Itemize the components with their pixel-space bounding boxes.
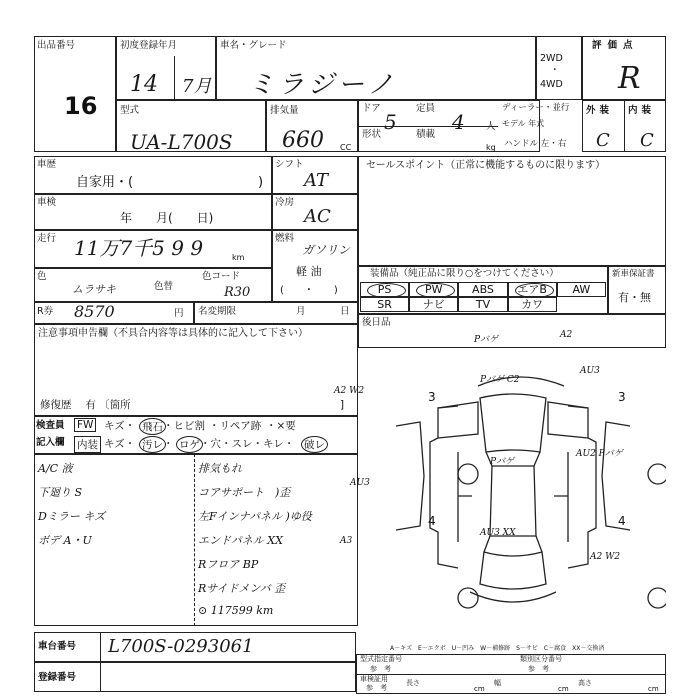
inspector-token: ・ヒビ割 [163,420,205,432]
diagram-mark: A2 [560,330,573,340]
diagram-mark: Pバゲ [490,457,515,467]
history-label: 車歴 [37,159,57,170]
inspector-token: FW [74,418,96,432]
wheel-front-left [458,464,478,484]
entry-label: 記入欄 [36,437,65,448]
dealer-label: ディーラー・並行 [502,103,570,113]
inspector-token: 破レ [301,436,328,453]
equipment-item: TV [458,297,507,312]
roof-outline [490,466,536,536]
interior-label: 内装 [628,105,656,116]
repair-close: ] [340,399,345,411]
inspector-token: ・リペア跡 [209,420,262,432]
ac-label: 冷房 [275,197,295,208]
diagram-mark: AU3 [350,478,370,488]
color-code-label: 色コード [202,271,241,282]
width-label: 幅 [494,679,501,687]
mileage-label: 走行 [37,233,57,244]
diagram-mark: Pバゲ C2 [480,375,520,385]
remark-line: エンドパネル XX [198,534,283,547]
cert-label: 車検証用 [360,675,388,683]
equipment-item: PS [360,282,409,297]
wheel-number: 4 [428,514,436,528]
warranty-label: 新車保証書 [612,269,655,279]
color-value: ムラサキ [72,283,116,296]
wd2-label: 2WD [540,53,563,64]
cert-hline [356,674,666,675]
km-unit: km [232,253,245,262]
inspector-token: ・×要 [266,420,296,432]
right-body-outline [568,406,596,568]
chassis-divider [100,632,101,662]
remarks-divider [194,454,195,626]
equipment-item: ナビ [409,297,458,312]
diagram-mark: A3 [340,536,353,546]
remark-line: Dミラー キズ [38,510,106,523]
inspector-token: 汚レ [139,436,166,453]
rear-hatch-outline [480,552,546,589]
shift-value: AT [304,170,329,191]
nc-day: 日 [340,306,350,317]
reg-cell [34,662,356,692]
diagram-mark: AU2 Pバゲ [576,449,623,459]
equipment-circle [367,283,406,298]
recycle-value: 8570 [74,302,115,321]
remark-line: A/C 液 [38,462,73,475]
model-year-label: モデル 年式 [502,119,545,128]
car-name: ミラジーノ [248,70,398,100]
fuel-diesel: 軽 油 [296,265,322,278]
type-ref-label: 参 考 [370,665,391,673]
diagram-mark: AU3 XX [480,528,516,538]
rear-bumper-outline [470,592,556,602]
equipment-label: 装備品（純正品に限り○をつけてください） [370,268,559,279]
car-name-label: 車名・グレード [220,40,287,51]
remark-line: 排気もれ [198,462,242,475]
diagram-mark: A2 W2 [590,552,621,562]
left-body-outline [430,406,458,568]
displacement-label: 排気量 [270,105,299,116]
remark-line: Rサイドメンバ 歪 [198,582,286,595]
inspection-label: 車検 [37,197,57,208]
history-close: ) [258,175,264,190]
doors-label: ドア [362,103,381,114]
equipment-item: カワ [508,297,557,312]
repair-label: 修復歴 有 〔箇所 [40,399,131,411]
rating-value: R [618,61,641,96]
history-cell [34,156,272,194]
cert-ref-label: 参 考 [366,684,387,692]
length-cm: cm [474,685,485,693]
category-label: 類別区分番号 [520,655,562,663]
equipment-grid [360,282,606,312]
diagram-mark: A2 W2 [334,386,365,396]
nc-month: 月 [296,306,306,317]
wheel-number: 4 [618,514,626,528]
shift-label: シフト [275,159,304,170]
doors-value: 5 [384,110,397,134]
remark-line: ボデ A・U [38,534,92,547]
hood-outline [480,394,546,452]
diagram-mark: AU3 [580,366,600,376]
remark-line: ⊙ 117599 km [198,604,274,617]
inspector-token: 飛石 [139,418,166,435]
reg-divider-v [100,662,101,692]
inspector-token: ・穴・スレ・キレ・ [200,438,295,450]
equipment-circle [416,283,455,298]
inspection-value: 年 月( 日) [120,211,214,225]
inspector-label: 検査員 [36,420,65,431]
equipment-item: PW [409,282,458,297]
wd-cell [536,36,582,100]
shape-label: 形状 [362,129,382,140]
model-label: 型式 [120,105,140,116]
chassis-label: 車台番号 [38,641,77,652]
kg-unit: kg [486,143,496,152]
load-label: 積載 [416,129,436,140]
wheel-rear-right [648,588,666,608]
rear-seat-label: 後日品 [362,317,391,328]
sales-point-cell [358,156,666,266]
remark-line: コアサポート )歪 [198,486,291,499]
equipment-item: SR [360,297,409,312]
reg-month: 7月 [182,76,212,97]
reg-divider [174,56,175,100]
legend: A－キズ E－エクボ U－凹み W－補修跡 S－サビ C－腐食 XX－交換済 [390,645,605,652]
history-value: 自家用・( [76,175,134,190]
remark-line: 下廻り S [38,486,83,499]
doors-hline [358,126,498,127]
category-ref-label: 参 考 [528,665,549,673]
auction-sheet [34,36,666,696]
chassis-value: L700S-0293061 [108,636,254,657]
fuel-value: ガソリン [302,243,351,257]
wheel-number: 3 [618,390,626,404]
diagram-mark: Pバゲ [474,335,499,345]
wd4-label: 4WD [540,79,563,90]
equipment-circle [515,283,554,298]
ac-value: AC [304,206,331,227]
type-designation-label: 型式指定番号 [360,655,402,663]
mileage-value: 11万7千5 9 9 [74,236,204,260]
inspector-token: 内装 [74,436,101,453]
handle-label: ハンドル 左・右 [504,139,567,149]
inspector-token: ロゲ [176,436,203,453]
width-cm: cm [558,685,569,693]
name-change-label: 名変期限 [198,306,237,317]
remark-line: Rフロア BP [198,558,259,571]
color-change-label: 色替 [154,281,174,292]
warranty-value: 有・無 [618,291,651,304]
displacement-value: 660 [282,128,324,153]
equipment-item: AW [557,282,606,297]
remark-line: 左Fインナパネル )ゆ役 [198,510,312,523]
exterior-value: C [596,130,610,151]
rear-seat-cell [358,314,666,348]
wheel-number: 3 [428,390,436,404]
height-cm: cm [648,685,659,693]
wheel-rear-left [458,588,478,608]
recycle-label: R券 [37,306,54,317]
lot-number: 16 [64,92,98,120]
reg-label: 登録番号 [38,672,77,683]
ext-int-divider [624,100,625,152]
height-label: 高さ [578,679,592,687]
reg-year: 14 [130,72,158,97]
model-value: UA-L700S [130,130,233,154]
lot-label: 出品番号 [37,40,76,51]
capacity-value: 4 [452,110,465,134]
equipment-item: ABS [458,282,507,297]
fuel-label: 燃料 [275,233,295,244]
length-label: 長さ [406,679,420,687]
rating-label: 評価点 [592,40,639,51]
wheel-front-right [648,464,666,484]
first-reg-label: 初度登録年月 [120,40,178,51]
equipment-item: エアB [508,282,557,297]
exterior-label: 外装 [586,105,614,116]
color-code-value: R30 [224,285,251,300]
color-label: 色 [37,271,47,282]
yen-unit: 円 [174,308,184,319]
inspector-token: キズ・ [104,438,136,450]
inspector-token: ・ [163,438,174,450]
cc-unit: CC [340,143,352,152]
inspector-token: キズ・ [104,420,136,432]
fuel-paren: ( ・ ) [280,285,338,296]
capacity-label: 定員 [416,103,436,114]
notes-label: 注意事項申告欄（不具合内容等は具体的に記入して下さい） [38,328,308,339]
sales-point-label: セールスポイント（正常に機能するものに限ります） [366,160,606,171]
wd-dot: ・ [550,65,560,76]
interior-value: C [640,130,654,151]
person-unit: 人 [486,121,496,132]
